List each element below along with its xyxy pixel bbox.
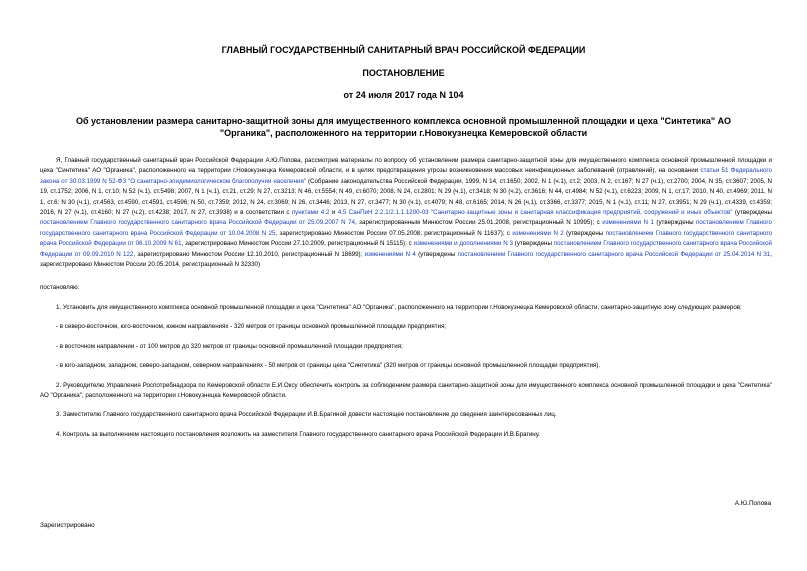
preamble-text: , зарегистрировано Минюстом России 20.05.2014, регистрационный N 32330)	[40, 250, 772, 269]
link-amendment-1[interactable]: изменениями N 1	[602, 219, 654, 227]
link-sanpin-4-5[interactable]: 4.5 СанПиН 2.2.1/2.1.1.1200-03 "Санитарно-защитные зоны и санитарная классификация предприятий, сооружений и иных объектов"	[337, 209, 733, 217]
preamble-text: Я, Главный государственный санитарный врач Российской Федерации А.Ю.Попова, рассмотрев материалы по вопросу об установлении размера санитарно-защитной зоны для имущественного комплекса основной промышленной площадки и цеха "Синтетика" АО "Органика", расположенного на территории г.Новокузнецка Кемеровской области, и в целях предотвращения угрозы возникновения массовых неинфекционных заболеваний (отравлений), на основании	[40, 157, 772, 175]
link-sanpin-4-2[interactable]: пунктами 4.2	[291, 209, 330, 217]
preamble-text: и	[329, 209, 338, 217]
document-type: ПОСТАНОВЛЕНИЕ	[362, 68, 445, 78]
link-amendment-3[interactable]: изменениями и дополнениями N 3	[413, 240, 513, 248]
link-decree-74[interactable]: постановлением Главного государственного санитарного врача Российской Федерации от 25.09.2007 N 74	[40, 219, 355, 227]
link-amendment-4[interactable]: изменениями N 4	[364, 250, 416, 258]
item-3: 3. Заместителю Главного государственного санитарного врача Российской Федерации И.В.Брагиной довести настоящее постановление до сведения заинтересованных лиц.	[56, 411, 557, 419]
link-amendment-2[interactable]: изменениями N 2	[512, 229, 564, 237]
registered-note: Зарегистрировано	[40, 522, 95, 529]
item-4: 4. Контроль за выполнением настоящего постановления возложить на заместителя Главного государственного санитарного врача Российской Федерации И.В.Брагину.	[56, 430, 540, 438]
item-1-bullet-1: - в северо-восточном, юго-восточном, южном направлениях - 320 метров от границы основной промышленной площадки предприятия;	[56, 323, 447, 331]
signature: А.Ю.Попова	[734, 500, 771, 507]
preamble-text: , зарегистрировано Минюстом России 12.10.2010, регистрационный N 18699);	[133, 250, 365, 258]
preamble-text: (утверждены	[563, 229, 606, 237]
item-1: 1. Установить для имущественного комплекса основной промышленной площадки и цеха "Синтетика" АО "Органика", расположенного на территории г.Новокузнецка Кемеровской области, санитарно-защитную зону следующих размеров:	[56, 303, 742, 311]
preamble-text: (утверждены	[512, 240, 554, 248]
preamble-text: , зарегистрировано Минюстом России 07.05.2008, регистрационный N 11637); с	[275, 229, 513, 237]
authority-heading: ГЛАВНЫЙ ГОСУДАРСТВЕННЫЙ САНИТАРНЫЙ ВРАЧ РОССИЙСКОЙ ФЕДЕРАЦИИ	[221, 45, 586, 55]
preamble-paragraph	[40, 156, 772, 270]
preamble-text: (утверждены	[653, 219, 697, 227]
document-subject: Об установлении размера санитарно-защитной зоны для имущественного комплекса основной промышленной площадки и цеха "Синтетика" АО "Органика", расположенного на территории г.Новокузнецка Кемеровской области	[75, 116, 731, 138]
preamble-text: , зарегистрировано Минюстом России 27.10.2009, регистрационный N 15115); с	[181, 240, 414, 248]
preamble-text: (Собрание законодательства Российской Федерации, 1999, N 14, ст.1650; 2002, N 1 (ч.1), ст.2; 2003, N 2, ст.167; N 27 (ч.1), ст.2700; 2004, N 35, ст.3607; 2005, N 19, ст.1752; 2006, N 1, ст.10; N 52 (ч.1), ст.5498; 2007, N 1 (ч.1), ст.21, ст.29; N 27, ст.3213; N 46, ст.5554; N 49, ст.6070; 2008, N 24, ст.2801; N 29 (ч.1), ст.3418; N 30 (ч.2), ст.3616; N 44, ст.4984; N 52 (ч.1), ст.6223; 2009, N 1, ст.17; 2010, N 40, ст.4969; 2011, N 1, ст.6; N 30 (ч.1), ст.4563, ст.4590, ст.4591, ст.4596; N 50, ст.7359; 2012, N 24, ст.3069; N 26, ст.3446; 2013, N 27, ст.3477; N 30 (ч.1), ст.4079; N 48, ст.6165; 2014, N 26 (ч.1), ст.3366, ст.3377; 2015, N 1 (ч.1), ст.11; N 27, ст.3951; N 29 (ч.1), ст.4339, ст.4359; 2016, N 27 (ч.1), ст.4160; N 27 (ч.2), ст.4238; 2017, N 27, ст.3938) и в соответствии с	[40, 177, 772, 217]
link-decree-122[interactable]: постановлением Главного государственного санитарного врача Российской Федерации от 09.09.2010 N 122	[40, 240, 772, 258]
decree-word: постановляю:	[40, 284, 80, 292]
link-federal-law[interactable]: статьи 51 Федерального закона от 30.03.1999 N 52-ФЗ "О санитарно-эпидемиологическом благополучии населения"	[40, 167, 772, 185]
preamble-text: (утверждены	[415, 250, 458, 258]
item-1-bullet-2: - в восточном направлении - от 100 метров до 320 метров от границы основной промышленной площадки предприятия;	[56, 342, 403, 350]
link-decree-31[interactable]: постановлением Главного государственного санитарного врача Российской Федерации от 25.04.2014 N 31	[457, 250, 771, 258]
item-1-bullet-3: - в юго-западном, западном, северо-западном, северном направлениях - 50 метров от границы цеха "Синтетика" (320 метров от границы основной промышленной площадки предприятия).	[56, 362, 601, 370]
document-body	[40, 156, 772, 440]
preamble-text: (утверждены	[732, 209, 772, 217]
preamble-text: , зарегистрированным Минюстом России 25.01.2008, регистрационный N 10995); с	[354, 219, 603, 227]
document-date-number: от 24 июля 2017 года N 104	[343, 90, 464, 100]
link-decree-25[interactable]: постановлением Главного государственного санитарного врача Российской Федерации от 10.04.2008 N 25	[40, 219, 772, 237]
link-decree-61[interactable]: постановлением Главного государственного санитарного врача Российской Федерации от 06.10.2009 N 61	[40, 229, 773, 248]
item-2: 2. Руководителю Управления Роспотребнадзора по Кемеровской области Е.И.Оксу обеспечить контроль за соблюдением размера санитарно-защитной зоны для имущественного комплекса основной промышленной площадки и цеха "Синтетика" АО "Органика", расположенного на территории г.Новокузнецка Кемеровской области.	[40, 381, 772, 399]
